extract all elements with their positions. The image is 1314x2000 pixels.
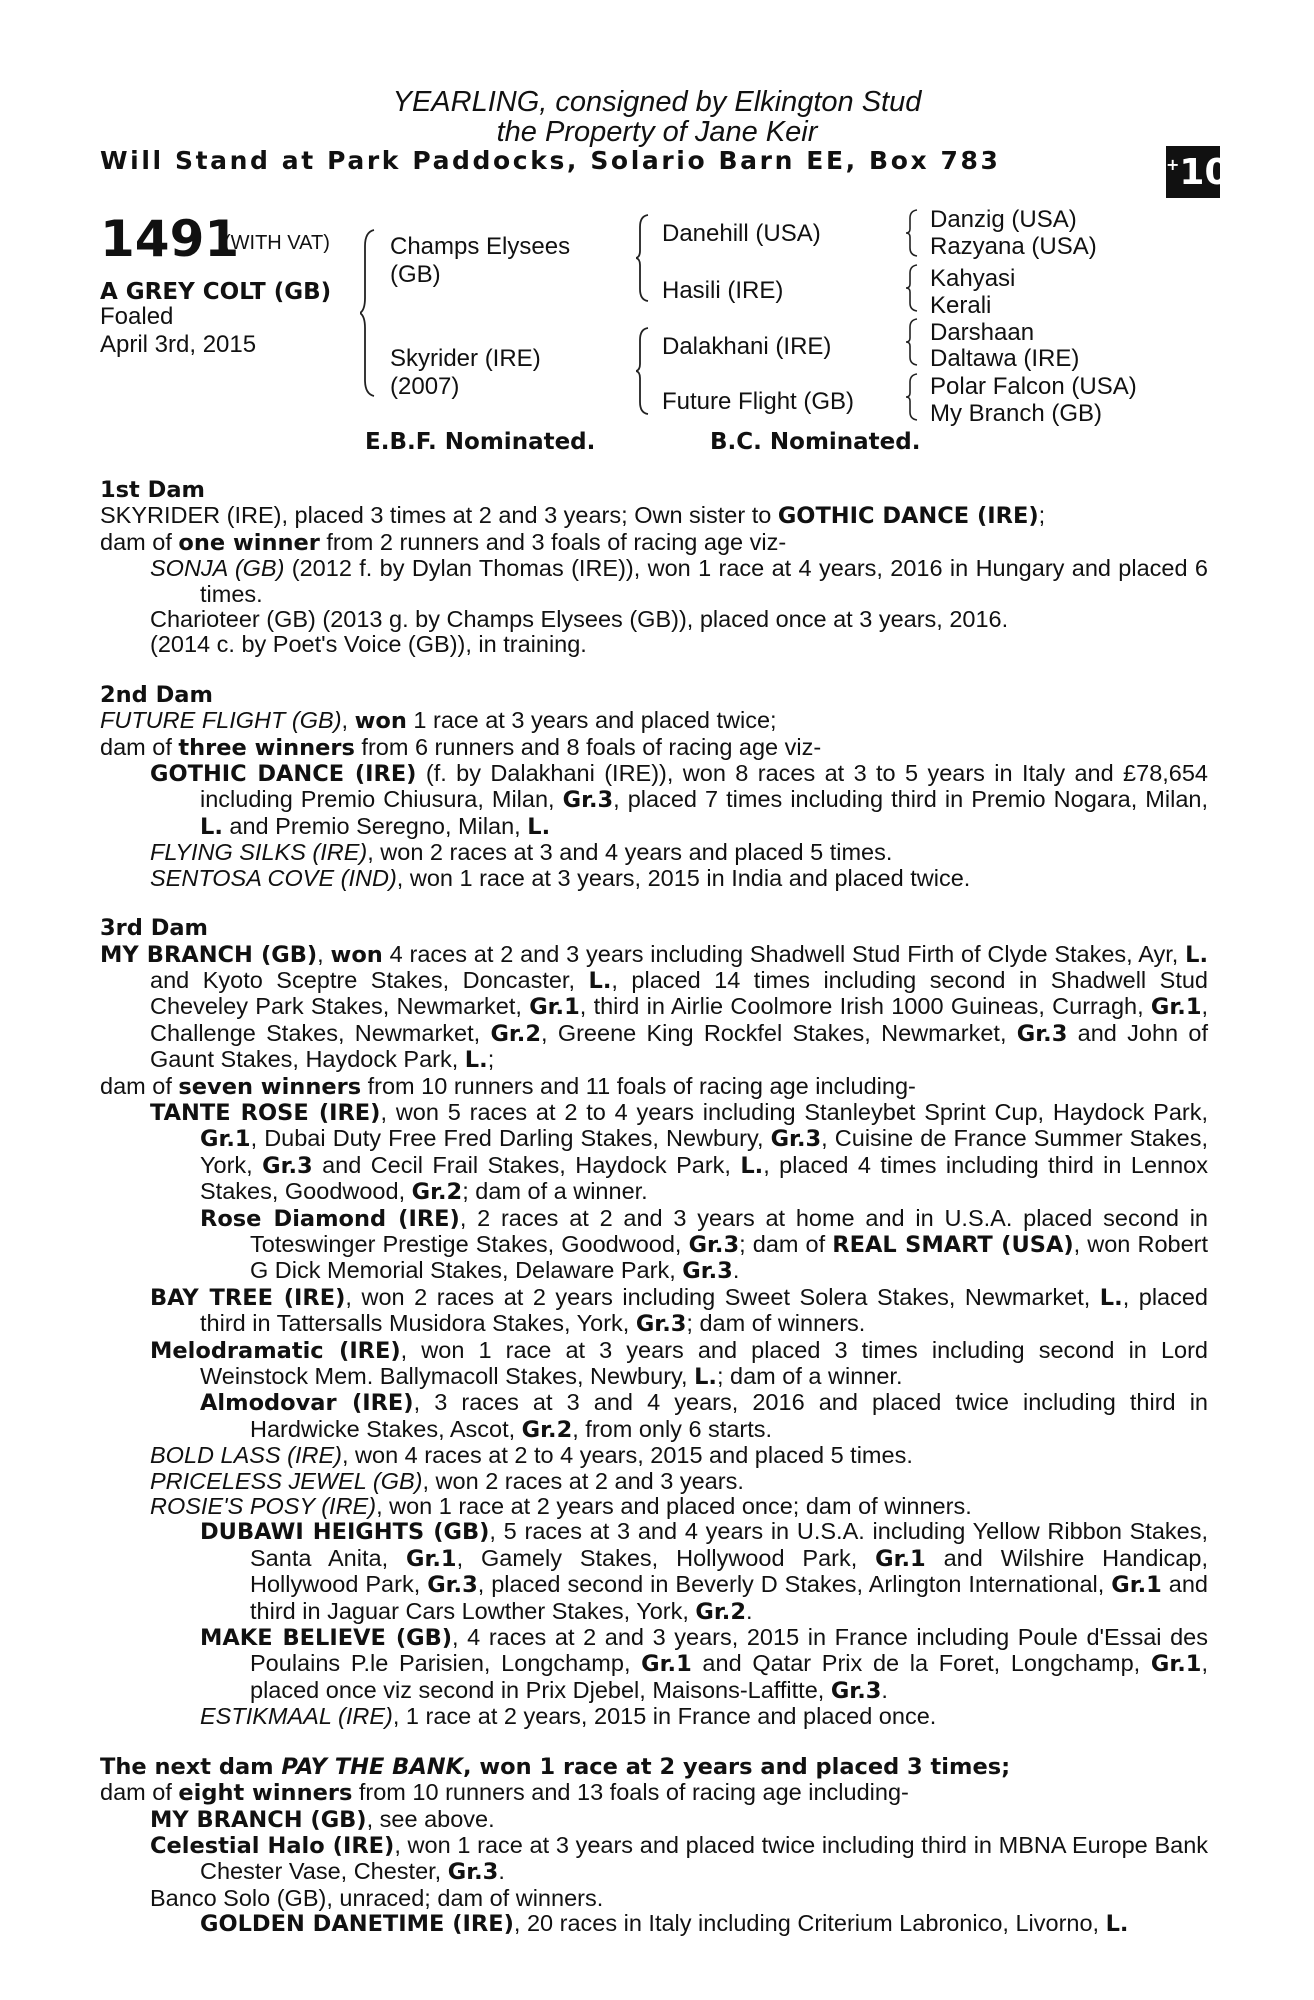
vat-note: (WITH VAT) (224, 232, 330, 254)
record-line: ROSIE'S POSY (IRE), won 1 race at 2 years and placed once; dam of winners. (150, 1493, 972, 1520)
record-line: ESTIKMAAL (IRE), 1 race at 2 years, 2015 in France and placed once. (200, 1703, 937, 1730)
sire-dam-brace (360, 228, 380, 398)
record-line: dam of eight winners from 10 runners and 13 foals of racing age including- (100, 1779, 909, 1807)
hasili-brace (906, 263, 920, 313)
ebf-nomination: E.B.F. Nominated. (365, 429, 596, 455)
lot-number: 1491 (100, 210, 240, 268)
gen3-8: My Branch (GB) (930, 400, 1103, 427)
dam-year: (2007) (390, 373, 460, 400)
gen3-4: Kerali (930, 292, 992, 319)
record-line: Celestial Halo (IRE), won 1 race at 3 years and placed twice including third in MBNA Europe Bank Chester Vase, Chester, Gr.3. (150, 1831, 1209, 1886)
record-line: MY BRANCH (GB), won 4 races at 2 and 3 years including Shadwell Stud Firth of Clyde Stakes, Ayr, L. and Kyoto Sceptre Stakes, Doncaster, L., placed 14 times including second in Shadwell Stud Cheveley Park Stakes, Newmarket, Gr.1, third in Airlie Coolmore Irish 1000 Guineas, Curragh, Gr.1, Challenge Stakes, Newmarket, Gr.2, Greene King Rockfel Stakes, Newmarket, Gr.3 and John of Gaunt Stakes, Haydock Park, L.; (100, 940, 1209, 1074)
gen3-5: Darshaan (930, 319, 1035, 346)
record-line: MY BRANCH (GB), see above. (150, 1805, 495, 1833)
future-flight-brace (906, 372, 920, 422)
record-line: MAKE BELIEVE (GB), 4 races at 2 and 3 years, 2015 in France including Poule d'Essai des Poulains P.le Parisien, Longchamp, Gr.1 and Qatar Prix de la Foret, Longchamp, Gr.1, placed once viz second in Prix Djebel, Maisons-Laffitte, Gr.3. (200, 1624, 1208, 1704)
damsire: Dalakhani (IRE) (662, 333, 832, 360)
record-line: Charioteer (GB) (2013 g. by Champs Elysees (GB)), placed once at 3 years, 2016. (150, 606, 1009, 633)
horse-description: A GREY COLT (GB) (100, 279, 332, 305)
dam-line-brace (636, 326, 652, 416)
record-line: dam of one winner from 2 runners and 3 foals of racing age viz- (100, 528, 787, 556)
record-line: The next dam PAY THE BANK, won 1 race at 2 years and placed 3 times; (100, 1753, 1011, 1780)
gen3-1: Danzig (USA) (930, 206, 1077, 233)
danehill-brace (906, 208, 920, 258)
record-line: dam of seven winners from 10 runners and 11 foals of racing age including- (100, 1072, 916, 1100)
record-line: TANTE ROSE (IRE), won 5 races at 2 to 4 years including Stanleybet Sprint Cup, Haydock Park, Gr.1, Dubai Duty Free Fred Darling Stakes, Newbury, Gr.3, Cuisine de France Summer Stakes, York, Gr.3 and Cecil Frail Stakes, Haydock Park, L., placed 4 times including third in Lennox Stakes, Goodwood, Gr.2; dam of a winner. (150, 1098, 1208, 1206)
record-line: 1st Dam (100, 477, 205, 503)
record-line: GOTHIC DANCE (IRE) (f. by Dalakhani (IRE)), won 8 races at 3 to 5 years in Italy and £78,654 including Premio Chiusura, Milan, Gr.3, placed 7 times including third in Premio Nogara, Milan, L. and Premio Seregno, Milan, L. (150, 760, 1209, 840)
record-line: Rose Diamond (IRE), 2 races at 2 and 3 years at home and in U.S.A. placed second in Toteswinger Prestige Stakes, Goodwood, Gr.3; dam of REAL SMART (USA), won Robert G Dick Memorial Stakes, Delaware Park, Gr.3. (200, 1204, 1209, 1285)
gen3-3: Kahyasi (930, 265, 1016, 292)
granddam-sire-side: Hasili (IRE) (662, 277, 784, 304)
gen3-2: Razyana (USA) (930, 233, 1097, 260)
record-line: SONJA (GB) (2012 f. by Dylan Thomas (IRE)), won 1 race at 4 years, 2016 in Hungary and placed 6 times. (150, 555, 1208, 607)
record-line: BAY TREE (IRE), won 2 races at 2 years including Sweet Solera Stakes, Newmarket, L., placed third in Tattersalls Musidora Stakes, York, Gr.3; dam of winners. (150, 1283, 1208, 1338)
record-line: PRICELESS JEWEL (GB), won 2 races at 2 and 3 years. (150, 1467, 744, 1494)
dam-produce-record (100, 478, 1208, 1938)
stand-location: Will Stand at Park Paddocks, Solario Barn EE, Box 783 (100, 146, 1001, 175)
record-line: DUBAWI HEIGHTS (GB), 5 races at 3 and 4 years in U.S.A. including Yellow Ribbon Stakes, Santa Anita, Gr.1, Gamely Stakes, Hollywood Park, Gr.1 and Wilshire Handicap, Hollywood Park, Gr.3, placed second in Beverly D Stakes, Arlington International, Gr.1 and third in Jaguar Cars Lowther Stakes, York, Gr.2. (200, 1518, 1209, 1625)
foaled-date: April 3rd, 2015 (100, 331, 257, 358)
record-line: SKYRIDER (IRE), placed 3 times at 2 and 3 years; Own sister to GOTHIC DANCE (IRE); (100, 502, 1046, 530)
record-line: GOLDEN DANETIME (IRE), 20 races in Italy including Criterium Labronico, Livorno, L. (200, 1910, 1129, 1938)
record-line: SENTOSA COVE (IND), won 1 race at 3 years, 2015 in India and placed twice. (150, 864, 971, 891)
record-line: Almodovar (IRE), 3 races at 3 and 4 years, 2016 and placed twice including third in Hardwicke Stakes, Ascot, Gr.2, from only 6 starts. (200, 1389, 1208, 1443)
record-line: FUTURE FLIGHT (GB), won 1 race at 3 years and placed twice; (100, 707, 777, 735)
record-line: dam of three winners from 6 runners and 8 foals of racing age viz- (100, 733, 822, 761)
second-dam: Future Flight (GB) (662, 388, 855, 415)
header-line-1: YEARLING, consigned by Elkington Stud (392, 86, 922, 118)
record-line: 2nd Dam (100, 681, 213, 708)
sire-line-brace (636, 213, 652, 303)
record-line: FLYING SILKS (IRE), won 2 races at 3 and 4 years and placed 5 times. (150, 839, 893, 866)
foaled-label: Foaled (100, 303, 174, 330)
record-line: 3rd Dam (100, 915, 208, 942)
gen3-6: Daltawa (IRE) (930, 345, 1080, 372)
record-line: Banco Solo (GB), unraced; dam of winners. (150, 1884, 604, 1911)
dalakhani-brace (906, 317, 920, 367)
lot-badge: +10 (1166, 146, 1220, 198)
grandsire: Danehill (USA) (662, 220, 821, 247)
dam-name: Skyrider (IRE) (390, 345, 541, 372)
record-line: Melodramatic (IRE), won 1 race at 3 years and placed 3 times including second in Lord Weinstock Mem. Ballymacoll Stakes, Newbury, L.; dam of a winner. (150, 1336, 1208, 1390)
sire-name: Champs Elysees (390, 233, 571, 260)
bc-nomination: B.C. Nominated. (710, 429, 921, 455)
gen3-7: Polar Falcon (USA) (930, 373, 1137, 400)
record-line: BOLD LASS (IRE), won 4 races at 2 to 4 years, 2015 and placed 5 times. (150, 1442, 913, 1469)
sire-country: (GB) (390, 261, 441, 288)
record-line: (2014 c. by Poet's Voice (GB)), in training. (150, 631, 587, 658)
header-line-2: the Property of Jane Keir (496, 116, 818, 148)
